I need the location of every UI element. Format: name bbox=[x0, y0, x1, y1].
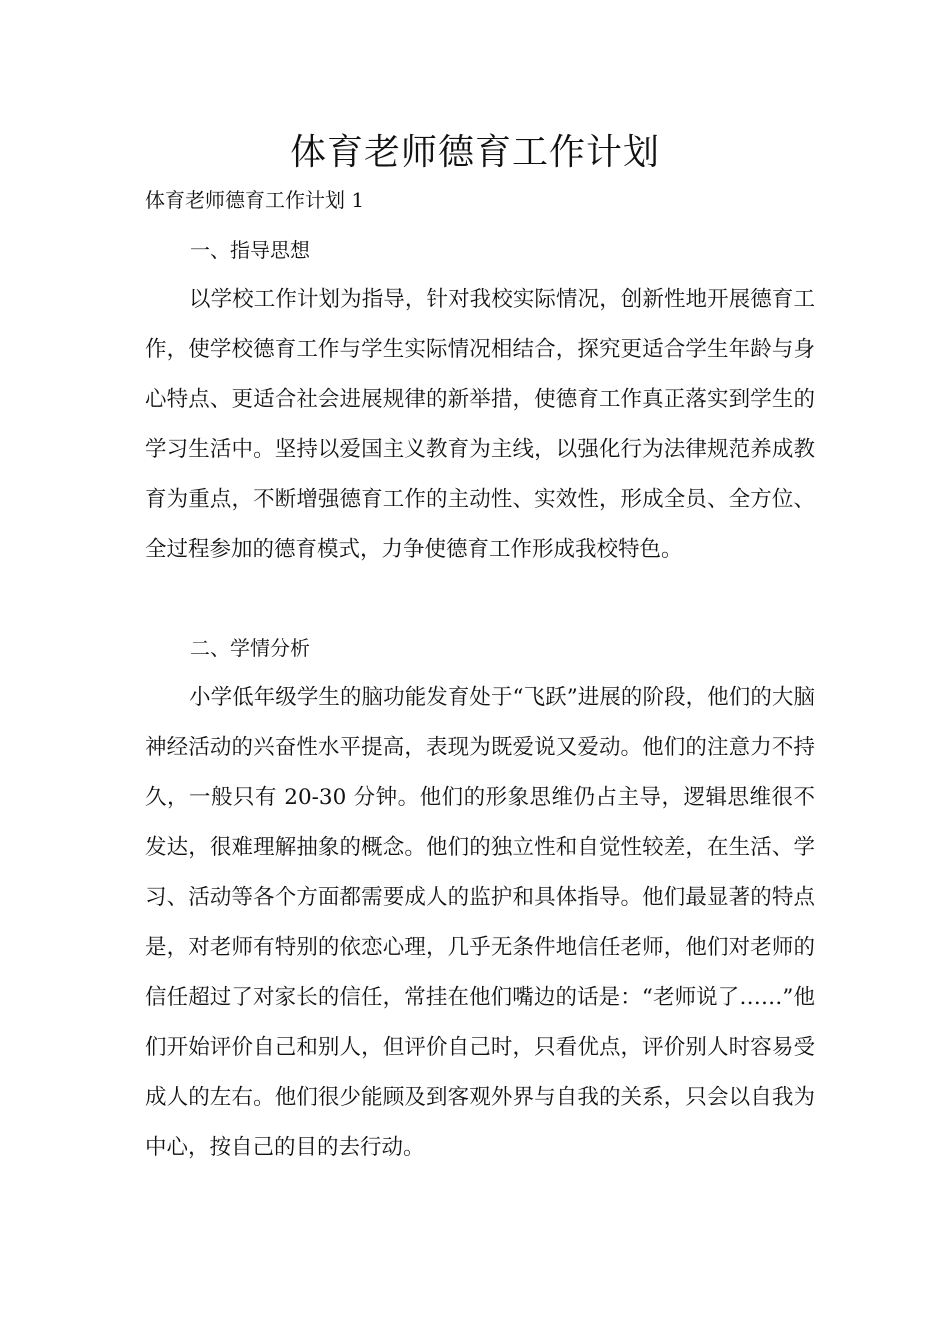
section-heading-guiding-ideology: 一、指导思想 bbox=[190, 238, 310, 262]
section-paragraph-student-analysis: 小学低年级学生的脑功能发育处于“飞跃”进展的阶段，他们的大脑神经活动的兴奋性水平提高，表现为既爱说又爱动。他们的注意力不持久，一般只有 20-30 分钟。他们的形象思维仍占主导，逻辑思维很不发达，很难理解抽象的概念。他们的独立性和自觉性较差，在生活、学习、活动等各个方面都需要成人的监护和具体指导。他们最显著的特点是，对老师有特别的依恋心理，几乎无条件地信任老师，他们对老师的信任超过了对家长的信任，常挂在他们嘴边的话是：“老师说了……”他们开始评价自己和别人，但评价自己时，只看优点，评价别人时容易受成人的左右。他们很少能顾及到客观外界与自我的关系，只会以自我为中心，按自己的目的去行动。 bbox=[145, 685, 815, 1160]
document-title: 体育老师德育工作计划 bbox=[289, 132, 660, 173]
section-heading-student-analysis: 二、学情分析 bbox=[190, 636, 310, 660]
document-subtitle: 体育老师德育工作计划 1 bbox=[145, 188, 365, 212]
section-paragraph-guiding-ideology: 以学校工作计划为指导，针对我校实际情况，创新性地开展德育工作，使学校德育工作与学生实际情况相结合，探究更适合学生年龄与身心特点、更适合社会进展规律的新举措，使德育工作真正落实到学生的学习生活中。坚持以爱国主义教育为主线，以强化行为法律规范养成教育为重点，不断增强德育工作的主动性、实效性，形成全员、全方位、全过程参加的德育模式，力争使德育工作形成我校特色。 bbox=[145, 287, 815, 562]
